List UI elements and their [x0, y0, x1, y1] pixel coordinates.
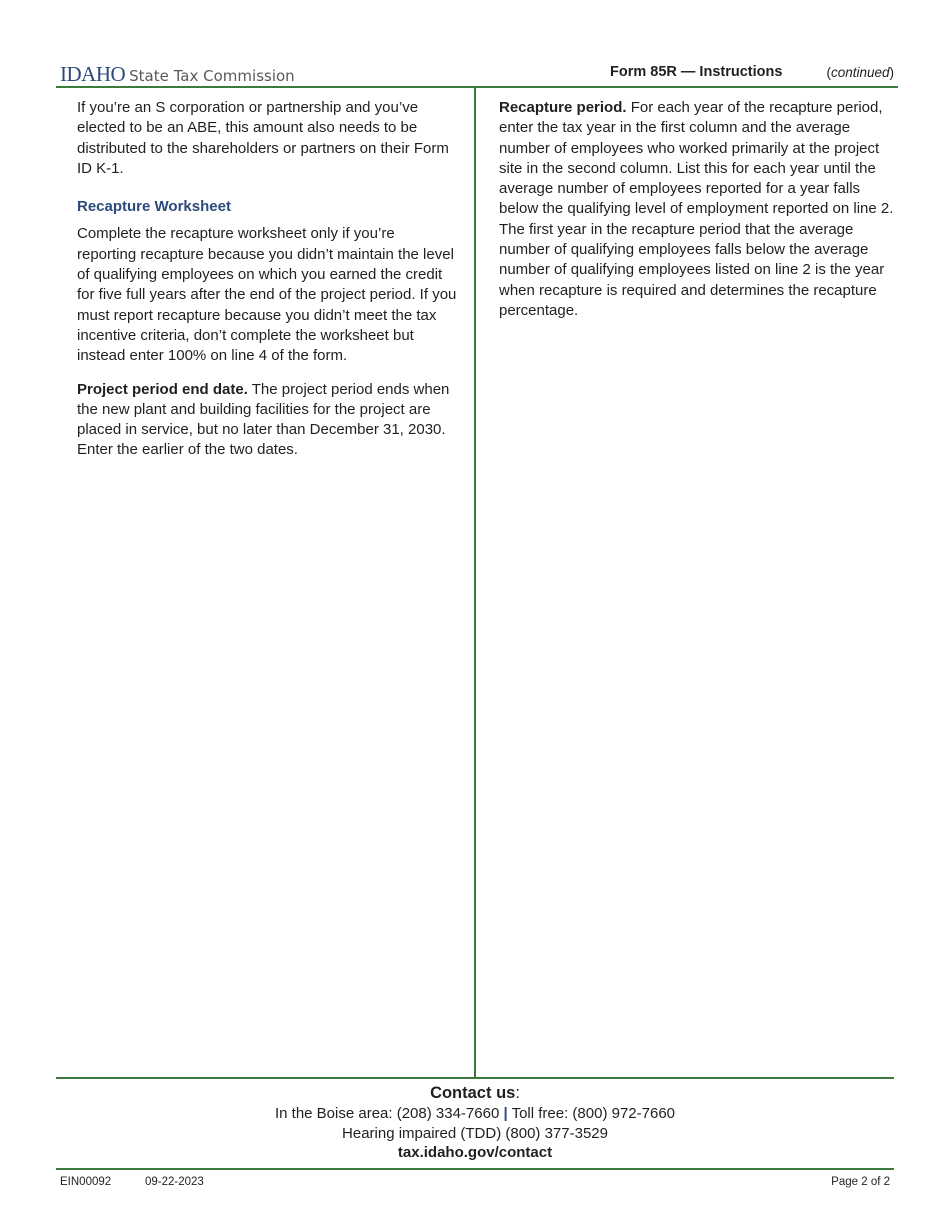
header-rule — [56, 86, 898, 88]
tdd-phone: Hearing impaired (TDD) (800) 377-3529 — [342, 1124, 608, 1142]
recapture-period-text: For each year of the recapture period, enter the tax year in the first column and the average number of employees who worked primarily at the project site in the second column. List this for each year until the average number of employees reported for a year falls below the qualifying level of employment reported on line 2. The first year in the recapture period that the average number of qualifying employees falls below the average number of qualifying employees listed on line 2 is the year when recapture is required and determines the recapture percentage. — [499, 99, 894, 319]
contact-footer — [56, 1082, 894, 1163]
continued-note: (continued) — [826, 65, 894, 80]
column-divider — [474, 88, 476, 1078]
right-column — [499, 98, 894, 334]
toll-free-phone: Toll free: (800) 972-7660 — [511, 1105, 676, 1122]
phone-separator: | — [503, 1105, 508, 1122]
footer-top-rule — [56, 1077, 894, 1079]
project-end-date-paragraph — [77, 380, 457, 461]
intro-paragraph: If you’re an S corporation or partnership and you’ve elected to be an ABE, this amount also needs to be distributed to the shareholders or partners on their Form ID K-1. — [77, 99, 449, 177]
page-header — [58, 60, 898, 86]
boise-phone: In the Boise area: (208) 334-7660 — [274, 1105, 500, 1122]
page-number: Page 2 of 2 — [831, 1176, 890, 1188]
recapture-worksheet-heading: Recapture Worksheet — [77, 198, 231, 216]
worksheet-paragraph: Complete the recapture worksheet only if you’re reporting recapture because you didn’t maintain the level of qualifying employees on which you earned the credit for five full years after the end of the project period. If you must report recapture because you didn’t meet the tax incentive criteria, don’t complete the worksheet but instead enter 100% on line 4 of the form. — [77, 225, 457, 365]
phone-line — [56, 1104, 894, 1124]
project-end-date-label: Project period end date. — [77, 380, 248, 398]
recapture-period-label: Recapture period. — [499, 99, 627, 116]
form-title: Form 85R — Instructions — [610, 64, 783, 80]
contact-title: Contact us: — [430, 1084, 520, 1102]
footer-bottom-rule — [56, 1168, 894, 1170]
left-column — [77, 98, 457, 474]
continued-text: continued — [830, 65, 890, 80]
revision-date: 09-22-2023 — [145, 1176, 204, 1188]
logo-idaho-wordmark: IDAHO — [60, 62, 126, 86]
contact-website-link[interactable]: tax.idaho.gov/contact — [397, 1144, 553, 1161]
agency-logo — [60, 62, 295, 87]
logo-agency-name: State Tax Commission — [129, 67, 295, 85]
project-end-date-text: The project period ends when the new plant and building facilities for the project are placed in service, but no later than December 31, 2030. Enter the earlier of the two dates. — [77, 380, 450, 459]
recapture-period-paragraph — [499, 98, 894, 321]
form-code: EIN00092 — [60, 1176, 112, 1188]
contact-title-text: Contact us — [430, 1084, 516, 1102]
